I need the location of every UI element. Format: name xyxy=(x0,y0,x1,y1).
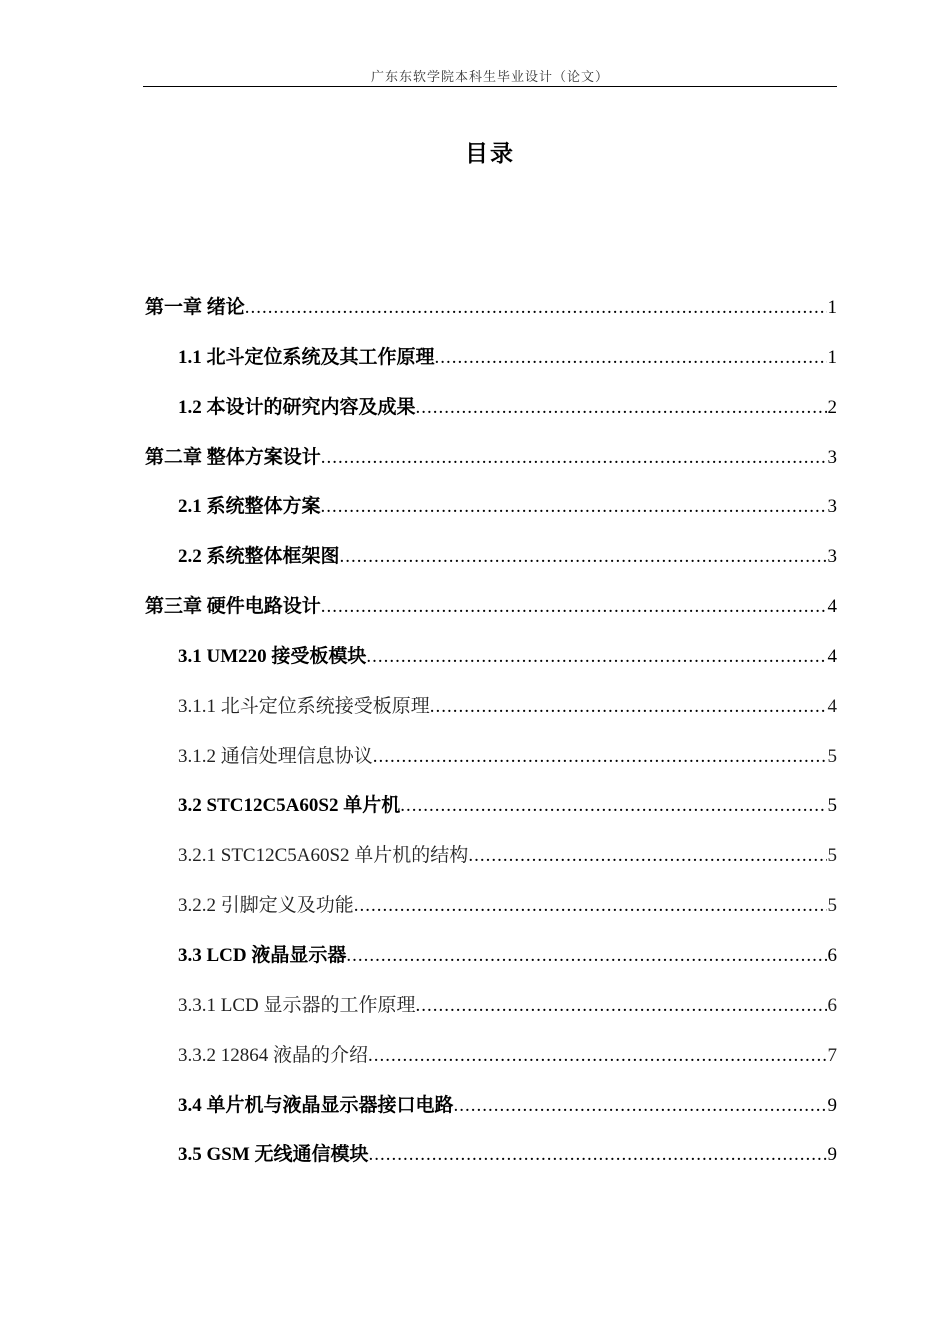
toc-entry[interactable] xyxy=(145,292,837,342)
toc-entry-label: 3.1.1 北斗定位系统接受板原理 xyxy=(178,695,430,717)
toc-dot-leader xyxy=(468,845,826,867)
toc-dot-leader xyxy=(245,297,827,319)
toc-dot-leader xyxy=(454,1095,827,1117)
toc-page-number: 1 xyxy=(827,346,837,368)
toc-entry-label: 3.2.2 引脚定义及功能 xyxy=(178,895,354,917)
toc-dot-leader xyxy=(430,696,827,718)
toc-dot-leader xyxy=(416,397,827,419)
toc-dot-leader xyxy=(321,496,827,518)
toc-dot-leader xyxy=(346,945,826,967)
toc-entry[interactable] xyxy=(145,940,837,990)
toc-entry-label: 3.4 单片机与液晶显示器接口电路 xyxy=(178,1094,454,1116)
toc-dot-leader xyxy=(416,995,827,1017)
toc-page-number: 4 xyxy=(827,596,837,618)
toc-page-number: 2 xyxy=(827,396,837,418)
toc-page-number: 3 xyxy=(827,546,837,568)
toc-dot-leader xyxy=(368,1045,826,1067)
toc-page-number: 5 xyxy=(827,845,837,867)
toc-page-number: 3 xyxy=(827,446,837,468)
toc-dot-leader xyxy=(354,895,827,917)
toc-entry-label: 3.3.2 12864 液晶的介绍 xyxy=(178,1044,369,1066)
toc-page-number: 3 xyxy=(827,496,837,518)
toc-entry[interactable] xyxy=(145,1090,837,1140)
toc-page-number: 4 xyxy=(827,695,837,717)
toc-page-number: 7 xyxy=(827,1044,837,1066)
toc-entry[interactable] xyxy=(145,990,837,1040)
toc-page-number: 5 xyxy=(827,895,837,917)
toc-entry-label: 第一章 绪论 xyxy=(145,297,245,318)
toc-dot-leader xyxy=(366,646,826,668)
toc-dot-leader xyxy=(321,596,827,618)
toc-entry[interactable] xyxy=(145,641,837,691)
toc-page-number: 6 xyxy=(827,994,837,1016)
toc-page-number: 5 xyxy=(827,795,837,817)
toc-entry-label: 第三章 硬件电路设计 xyxy=(145,596,321,618)
toc-entry[interactable] xyxy=(145,890,837,940)
toc-dot-leader xyxy=(435,347,827,369)
toc-page-number: 5 xyxy=(827,745,837,767)
toc-entry[interactable] xyxy=(145,442,837,492)
toc-entry[interactable] xyxy=(145,342,837,392)
toc-entry[interactable] xyxy=(145,1040,837,1090)
toc-page-number: 9 xyxy=(827,1094,837,1116)
toc-entry[interactable] xyxy=(145,392,837,442)
toc-dot-leader xyxy=(340,546,827,568)
toc-entry[interactable] xyxy=(145,741,837,791)
toc-page-number: 6 xyxy=(827,944,837,966)
toc-entry-label: 2.1 系统整体方案 xyxy=(178,496,321,518)
toc-entry-label: 3.3 LCD 液晶显示器 xyxy=(178,944,347,966)
toc-entry-label: 3.2.1 STC12C5A60S2 单片机的结构 xyxy=(178,845,469,867)
toc-entry[interactable] xyxy=(145,691,837,741)
toc-entry-label: 1.2 本设计的研究内容及成果 xyxy=(178,396,416,418)
toc-entry[interactable] xyxy=(145,790,837,840)
toc-entry[interactable] xyxy=(145,1139,837,1189)
toc-entry-label: 3.2 STC12C5A60S2 单片机 xyxy=(178,795,401,817)
toc-entry[interactable] xyxy=(145,541,837,591)
toc-dot-leader xyxy=(373,746,827,768)
toc-entry-label: 3.1.2 通信处理信息协议 xyxy=(178,745,373,767)
toc-entry[interactable] xyxy=(145,840,837,890)
table-of-contents xyxy=(145,292,837,1189)
toc-dot-leader xyxy=(321,447,827,469)
page-title: 目录 xyxy=(465,141,515,167)
toc-entry[interactable] xyxy=(145,491,837,541)
toc-entry-label: 3.5 GSM 无线通信模块 xyxy=(178,1144,369,1166)
running-header: 广东东软学院本科生毕业设计（论文） xyxy=(370,69,609,84)
toc-entry-label: 3.1 UM220 接受板模块 xyxy=(178,645,367,667)
toc-page-number: 1 xyxy=(827,297,837,318)
toc-entry-label: 2.2 系统整体框架图 xyxy=(178,546,340,568)
toc-page-number: 9 xyxy=(827,1144,837,1166)
toc-entry-label: 3.3.1 LCD 显示器的工作原理 xyxy=(178,994,416,1016)
toc-dot-leader xyxy=(400,795,826,817)
toc-page-number: 4 xyxy=(827,645,837,667)
toc-entry-label: 1.1 北斗定位系统及其工作原理 xyxy=(178,346,435,368)
toc-entry[interactable] xyxy=(145,591,837,641)
toc-dot-leader xyxy=(369,1144,827,1166)
toc-entry-label: 第二章 整体方案设计 xyxy=(145,446,321,468)
header-divider xyxy=(143,86,837,87)
